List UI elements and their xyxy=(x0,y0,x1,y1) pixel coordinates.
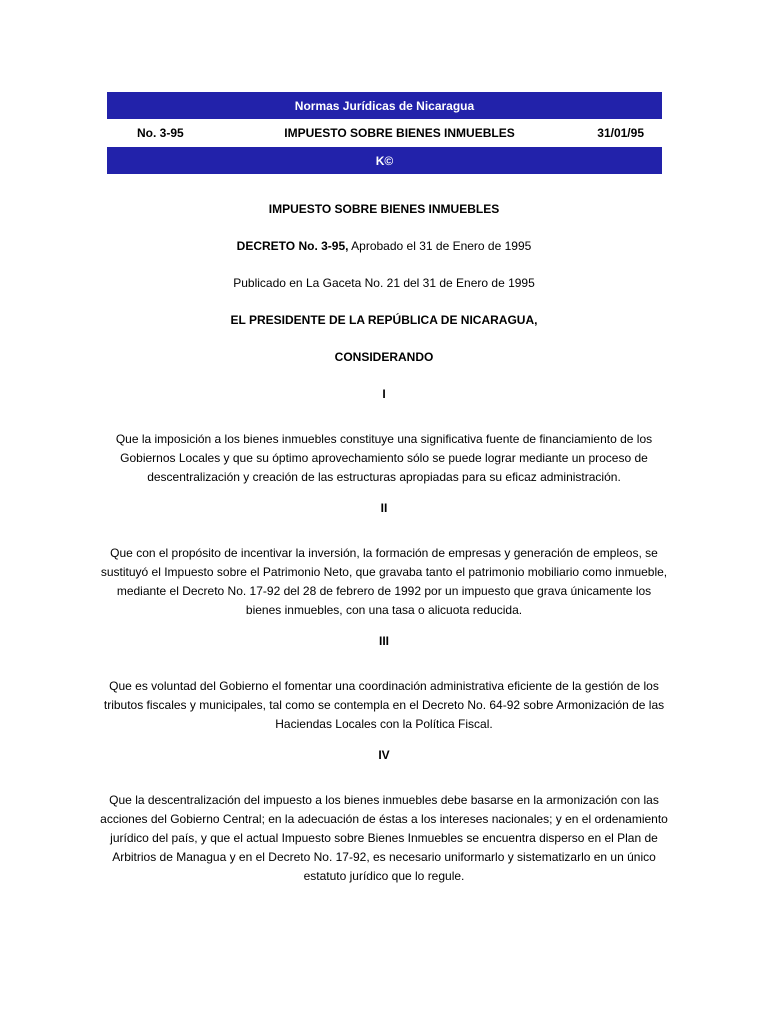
document-body xyxy=(100,200,668,886)
site-title-bar xyxy=(107,92,662,119)
law-title: IMPUESTO SOBRE BIENES INMUEBLES xyxy=(284,126,515,140)
site-title: Normas Jurídicas de Nicaragua xyxy=(294,98,475,113)
section-text-1: Que la imposición a los bienes inmuebles constituye una significativa fuente de financiamiento de los Gobiernos Locales y que su óptimo aprovechamiento sólo se puede lograr mediante un proceso de descentralización y creación de las estructuras apropiadas para su eficaz administración. xyxy=(115,432,653,484)
document-title: IMPUESTO SOBRE BIENES INMUEBLES xyxy=(268,202,500,216)
section-text-2: Que con el propósito de incentivar la inversión, la formación de empresas y generación de empleos, se sustituyó el Impuesto sobre el Patrimonio Neto, que gravaba tanto el patrimonio mobiliario como inmueble, mediante el Decreto No. 17-92 del 28 de febrero de 1992 por un impuesto que grava únicamente los bienes inmuebles, con una tasa o alicuota reducida. xyxy=(100,546,668,617)
decree-line xyxy=(100,237,668,256)
decree-approval: Aprobado el 31 de Enero de 1995 xyxy=(348,239,532,253)
section-numeral-4: IV xyxy=(378,748,390,762)
copyright-mark: K© xyxy=(375,153,394,168)
law-info-row xyxy=(107,119,662,147)
section-text-4: Que la descentralización del impuesto a los bienes inmuebles debe basarse en la armonización con las acciones del Gobierno Central; en la adecuación de éstas a los intereses nacionales; y en el ordenamiento jurídico del país, y que el actual Impuesto sobre Bienes Inmuebles se encuentra disperso en el Plan de Arbitrios de Managua y en el Decreto No. 17-92, es necesario uniformarlo y sistematizarlo en un único estatuto jurídico que lo regule. xyxy=(100,793,668,883)
mark-bar xyxy=(107,147,662,174)
law-number: No. 3-95 xyxy=(137,126,184,140)
issuer-line: EL PRESIDENTE DE LA REPÚBLICA DE NICARAGUA, xyxy=(230,313,538,327)
section-numeral-3: III xyxy=(378,634,389,648)
law-date: 31/01/95 xyxy=(597,126,644,140)
document-header xyxy=(107,92,662,174)
publication-line: Publicado en La Gaceta No. 21 del 31 de Enero de 1995 xyxy=(233,276,535,290)
section-numeral-2: II xyxy=(380,501,388,515)
section-text-3: Que es voluntad del Gobierno el fomentar una coordinación administrativa eficiente de la gestión de los tributos fiscales y municipales, tal como se contempla en el Decreto No. 64-92 sobre Armonización de las Haciendas Locales con la Política Fiscal. xyxy=(103,679,665,731)
section-numeral-1: I xyxy=(382,387,386,401)
considerando-heading: CONSIDERANDO xyxy=(334,350,434,364)
decree-number: DECRETO No. 3-95, xyxy=(236,239,349,253)
